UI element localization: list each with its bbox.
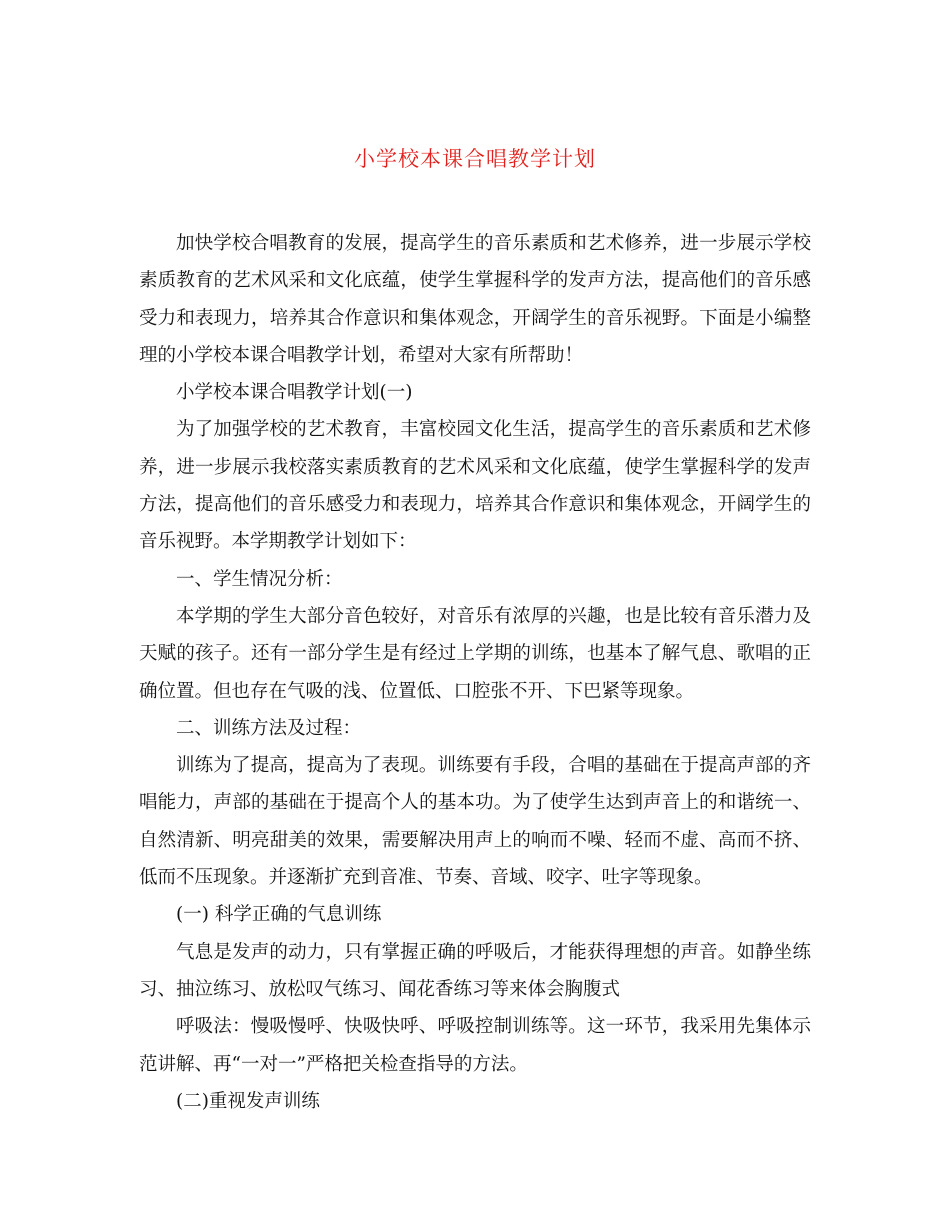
breathing-method-paragraph: 呼吸法：慢吸慢呼、快吸快呼、呼吸控制训练等。这一环节，我采用先集体示范讲解、再“一对一”严格把关检查指导的方法。 bbox=[139, 1016, 811, 1075]
section-heading-training-methods: 二、训练方法及过程： bbox=[176, 717, 362, 739]
purpose-paragraph: 为了加强学校的艺术教育，丰富校园文化生活，提高学生的音乐素质和艺术修养，进一步展示我校落实素质教育的艺术风采和文化底蕴，使学生掌握科学的发声方法，提高他们的音乐感受力和表现力，培养其合作意识和集体观念，开阔学生的音乐视野。本学期教学计划如下： bbox=[139, 419, 811, 553]
student-analysis-paragraph: 本学期的学生大部分音色较好，对音乐有浓厚的兴趣，也是比较有音乐潜力及天赋的孩子。还有一部分学生是有经过上学期的训练，也基本了解气息、歌唱的正确位置。但也存在气吸的浅、位置低、口腔张不开、下巴紧等现象。 bbox=[139, 605, 811, 702]
document-title: 小学校本课合唱教学计划 bbox=[354, 147, 596, 171]
subheading-breath-training: (一) 科学正确的气息训练 bbox=[176, 904, 382, 926]
intro-paragraph: 加快学校合唱教育的发展，提高学生的音乐素质和艺术修养，进一步展示学校素质教育的艺术风采和文化底蕴，使学生掌握科学的发声方法，提高他们的音乐感受力和表现力，培养其合作意识和集体观念，开阔学生的音乐视野。下面是小编整理的小学校本课合唱教学计划，希望对大家有所帮助！ bbox=[139, 233, 811, 366]
document-body bbox=[139, 225, 811, 1120]
training-methods-paragraph: 训练为了提高，提高为了表现。训练要有手段，合唱的基础在于提高声部的齐唱能力，声部的基础在于提高个人的基本功。为了使学生达到声音上的和谐统一、自然清新、明亮甜美的效果，需要解决用声上的响而不噪、轻而不虚、高而不挤、低而不压现象。并逐渐扩充到音准、节奏、音域、咬字、吐字等现象。 bbox=[139, 755, 811, 889]
plan-heading: 小学校本课合唱教学计划(一) bbox=[176, 382, 413, 404]
subheading-vocal-training: (二)重视发声训练 bbox=[176, 1090, 320, 1112]
section-heading-student-analysis: 一、学生情况分析： bbox=[176, 568, 343, 590]
breath-training-paragraph: 气息是发声的动力，只有掌握正确的呼吸后，才能获得理想的声音。如静坐练习、抽泣练习、放松叹气练习、闻花香练习等来体会胸腹式 bbox=[139, 941, 811, 1000]
